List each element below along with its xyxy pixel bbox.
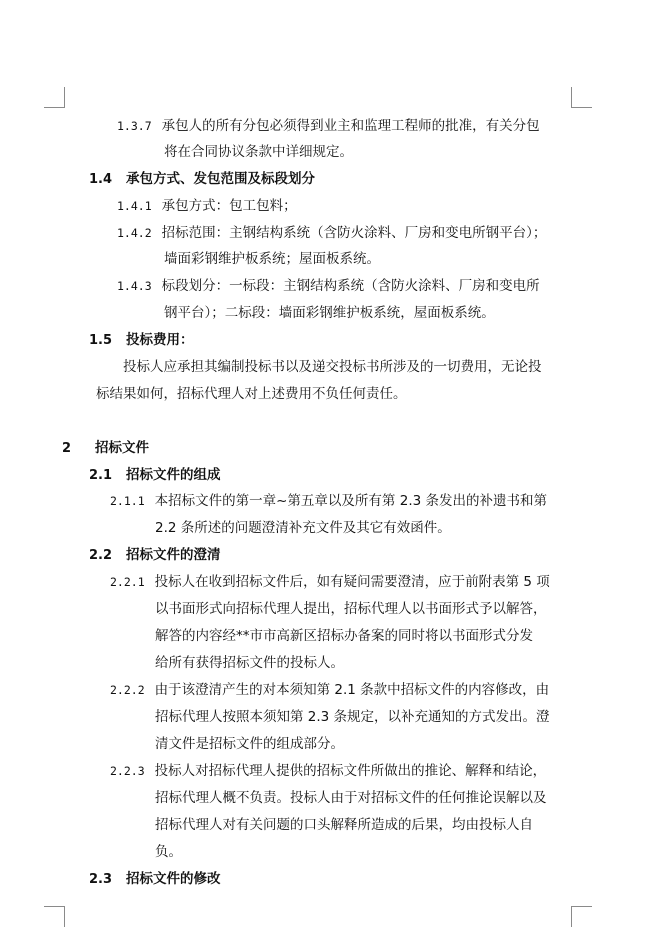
clause-text: 投标人在收到招标文件后，如有疑问需要澄清，应于前附表第 5 项	[154, 574, 550, 590]
clause-text: 招标范围：主钢结构系统（含防火涂料、厂房和变电所钢平台）；	[161, 225, 547, 241]
clause-1-4-2	[117, 224, 546, 242]
clause-text: 以书面形式向招标代理人提出，招标代理人以书面形式予以解答，	[155, 601, 547, 617]
section-heading-1-4	[89, 170, 315, 189]
clause-2-2-3-cont	[155, 843, 182, 861]
section-number: 1.4	[89, 172, 113, 187]
clause-2-2-2	[110, 681, 549, 699]
paragraph-text: 投标人应承担其编制投标书以及递交投标书所涉及的一切费用，无论投	[123, 359, 542, 375]
clause-number: 1.3.7	[117, 119, 152, 133]
clause-2-2-2-cont	[155, 708, 550, 726]
clause-text: 将在合同协议条款中详细规定。	[164, 144, 353, 160]
section-title: 招标文件的澄清	[126, 547, 221, 563]
section-heading-2-3	[89, 870, 221, 889]
section-number: 2.2	[89, 548, 113, 563]
paragraph-text: 标结果如何，招标代理人对上述费用不负任何责任。	[96, 386, 407, 402]
paragraph-line	[123, 358, 542, 376]
clause-1-4-3-cont	[164, 304, 495, 322]
section-heading-1-5	[89, 331, 194, 350]
clause-2-2-3-cont	[155, 816, 533, 834]
clause-2-1-1-cont	[155, 519, 451, 537]
clause-text: 承包人的所有分包必须得到业主和监理工程师的批准，有关分包	[161, 118, 540, 134]
clause-text: 标段划分：一标段：主钢结构系统（含防火涂料、厂房和变电所	[161, 278, 540, 294]
clause-text: 本招标文件的第一章~第五章以及所有第 2.3 条发出的补遗书和第	[154, 493, 547, 509]
section-number: 2.3	[89, 872, 113, 887]
chapter-number: 2	[62, 441, 72, 456]
clause-1-4-1	[117, 197, 297, 215]
page-corner-mark-bottom-right	[571, 906, 592, 927]
clause-number: 1.4.3	[117, 279, 152, 293]
clause-number: 2.2.1	[110, 575, 145, 589]
clause-2-1-1	[110, 492, 547, 510]
chapter-title: 招标文件	[95, 440, 150, 456]
clause-2-2-3-cont	[155, 789, 547, 807]
clause-number: 2.2.3	[110, 764, 145, 778]
clause-number: 2.1.1	[110, 494, 145, 508]
clause-text: 负。	[155, 844, 182, 860]
section-heading-2-1	[89, 466, 221, 485]
section-title: 承包方式、发包范围及标段划分	[126, 171, 316, 187]
clause-2-2-2-cont	[155, 735, 344, 753]
section-number: 1.5	[89, 333, 113, 348]
chapter-heading-2	[62, 439, 149, 458]
page-corner-mark-bottom-left	[44, 906, 65, 927]
clause-number: 2.2.2	[110, 683, 145, 697]
section-number: 2.1	[89, 468, 113, 483]
clause-1-4-3	[117, 277, 540, 295]
clause-text: 清文件是招标文件的组成部分。	[155, 736, 344, 752]
section-title: 招标文件的修改	[126, 871, 221, 887]
clause-1-3-7	[117, 117, 540, 135]
clause-text: 墙面彩钢维护板系统；屋面板系统。	[164, 251, 380, 267]
clause-2-2-1-cont	[155, 600, 547, 618]
page-corner-mark-top-right	[571, 87, 592, 108]
clause-number: 1.4.1	[117, 199, 152, 213]
clause-text: 承包方式：包工包料；	[161, 198, 297, 214]
clause-2-2-1	[110, 573, 550, 591]
clause-1-4-2-cont	[164, 250, 380, 268]
page-corner-mark-top-left	[44, 87, 65, 108]
clause-text: 钢平台）；二标段：墙面彩钢维护板系统，屋面板系统。	[164, 305, 495, 321]
section-heading-2-2	[89, 546, 221, 565]
clause-text: 由于该澄清产生的对本须知第 2.1 条款中招标文件的内容修改，由	[154, 682, 550, 698]
clause-2-2-1-cont	[155, 627, 533, 645]
clause-text: 给所有获得招标文件的投标人。	[155, 655, 344, 671]
paragraph-line	[96, 385, 407, 403]
clause-number: 1.4.2	[117, 226, 152, 240]
clause-text: 2.2 条所述的问题澄清补充文件及其它有效函件。	[155, 520, 451, 536]
clause-2-2-1-cont	[155, 654, 344, 672]
section-title: 招标文件的组成	[126, 467, 221, 483]
clause-text: 投标人对招标代理人提供的招标文件所做出的推论、解释和结论，	[154, 763, 547, 779]
section-title: 投标费用：	[126, 332, 194, 348]
clause-text: 招标代理人对有关问题的口头解释所造成的后果，均由投标人自	[155, 817, 533, 833]
clause-text: 招标代理人概不负责。投标人由于对招标文件的任何推论误解以及	[155, 790, 547, 806]
clause-1-3-7-cont	[164, 143, 353, 161]
clause-2-2-3	[110, 762, 546, 780]
clause-text: 招标代理人按照本须知第 2.3 条规定，以补充通知的方式发出。澄	[155, 709, 550, 725]
clause-text: 解答的内容经**市市高新区招标办备案的同时将以书面形式分发	[155, 628, 533, 644]
